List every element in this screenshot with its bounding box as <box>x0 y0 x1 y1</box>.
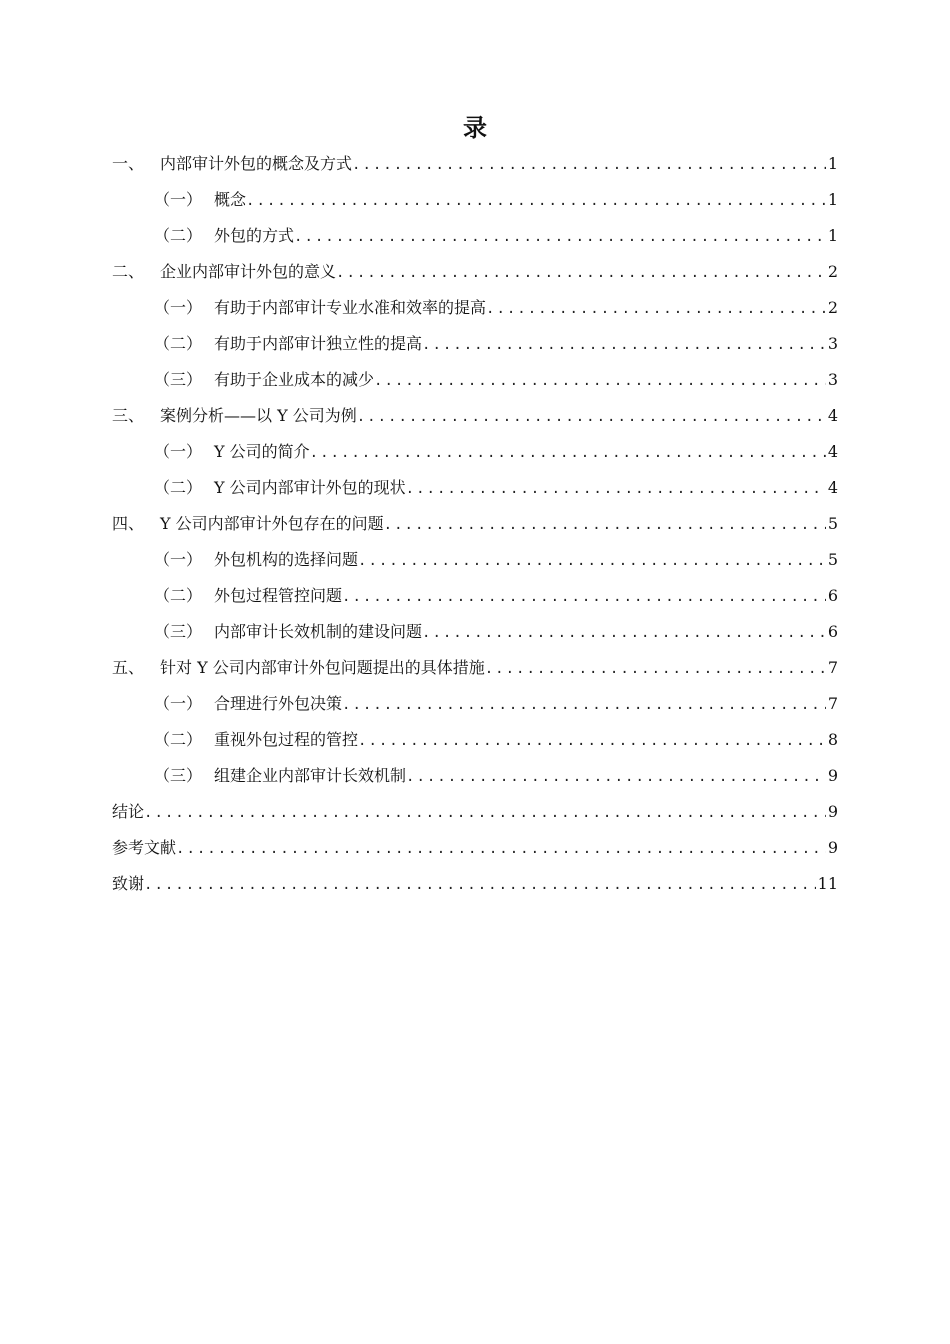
toc-dot-leader <box>144 795 826 831</box>
toc-dot-leader <box>357 399 826 435</box>
toc-entry-title: 外包机构的选择问题 <box>214 550 359 569</box>
toc-dot-leader <box>342 579 826 615</box>
toc-entry-number: （三） <box>154 766 203 785</box>
toc-entry-title: 组建企业内部审计长效机制 <box>214 766 407 785</box>
toc-entry-page: 7 <box>827 694 838 713</box>
toc-entry-page: 9 <box>827 802 838 821</box>
toc-entry[interactable] <box>112 434 838 470</box>
toc-entry-page: 6 <box>827 622 838 641</box>
toc-entry-title: 案例分析——以 Y 公司为例 <box>160 406 357 425</box>
toc-entry-page: 1 <box>827 190 838 209</box>
toc-entry-number: （一） <box>154 190 203 209</box>
toc-entry-number: （一） <box>154 298 203 317</box>
toc-entry[interactable] <box>112 614 838 650</box>
toc-entry-title: 概念 <box>214 190 247 209</box>
toc-entry-title: Y 公司的简介 <box>214 442 310 461</box>
toc-entry-page: 4 <box>827 478 838 497</box>
toc-entry-page: 1 <box>827 154 838 173</box>
toc-dot-leader <box>246 183 826 219</box>
toc-entry[interactable] <box>112 722 838 758</box>
toc-dot-leader <box>352 147 826 183</box>
toc-entry-number: 一、 <box>112 154 145 173</box>
toc-entry[interactable] <box>112 758 838 794</box>
toc-entry-number: 三、 <box>112 406 145 425</box>
toc-entry-title: 企业内部审计外包的意义 <box>160 262 337 281</box>
toc-entry-page: 9 <box>827 766 838 785</box>
toc-entry-title: 合理进行外包决策 <box>214 694 343 713</box>
toc-entry-number: （二） <box>154 730 203 749</box>
toc-entry-page: 4 <box>827 406 838 425</box>
toc-entry-title: 外包过程管控问题 <box>214 586 343 605</box>
toc-entry-title: 结论 <box>112 802 145 821</box>
toc-dot-leader <box>144 867 816 903</box>
toc-entry-number: 二、 <box>112 262 145 281</box>
toc-dot-leader <box>422 327 826 363</box>
toc-dot-leader <box>406 759 826 795</box>
toc-entry-title: 重视外包过程的管控 <box>214 730 359 749</box>
toc-entry[interactable] <box>112 398 838 434</box>
toc-entry-number: （二） <box>154 586 203 605</box>
toc-entry-page: 9 <box>827 838 838 857</box>
toc-entry-page: 3 <box>827 334 838 353</box>
toc-dot-leader <box>422 615 826 651</box>
toc-entry[interactable] <box>112 830 838 866</box>
toc-entry[interactable] <box>112 650 838 686</box>
toc-entry[interactable] <box>112 578 838 614</box>
toc-entry-title: 内部审计长效机制的建设问题 <box>214 622 423 641</box>
toc-dot-leader <box>384 507 826 543</box>
toc-entry[interactable] <box>112 866 838 902</box>
toc-entry[interactable] <box>112 470 838 506</box>
toc-dot-leader <box>374 363 826 399</box>
toc-entry[interactable] <box>112 182 838 218</box>
toc-entry[interactable] <box>112 686 838 722</box>
toc-entry-number: 五、 <box>112 658 145 677</box>
toc-entry[interactable] <box>112 362 838 398</box>
toc-dot-leader <box>486 291 826 327</box>
toc-entry[interactable] <box>112 542 838 578</box>
toc-dot-leader <box>342 687 826 723</box>
toc-entry-page: 11 <box>817 874 838 893</box>
toc-entry[interactable] <box>112 794 838 830</box>
toc-dot-leader <box>294 219 826 255</box>
toc-entry[interactable] <box>112 218 838 254</box>
toc-entry-number: （二） <box>154 226 203 245</box>
toc-dot-leader <box>358 543 826 579</box>
toc-dot-leader <box>336 255 826 291</box>
toc-entry-number: （三） <box>154 622 203 641</box>
toc-entry[interactable] <box>112 290 838 326</box>
toc-entry[interactable] <box>112 146 838 182</box>
toc-entry-title: 有助于内部审计独立性的提高 <box>214 334 423 353</box>
toc-entry-number: 四、 <box>112 514 145 533</box>
toc-entry-number: （二） <box>154 334 203 353</box>
toc-entry-number: （一） <box>154 442 203 461</box>
toc-list <box>112 146 838 902</box>
toc-entry-title: 有助于内部审计专业水准和效率的提高 <box>214 298 487 317</box>
toc-entry[interactable] <box>112 254 838 290</box>
toc-entry-page: 1 <box>827 226 838 245</box>
toc-entry-page: 4 <box>827 442 838 461</box>
toc-entry-page: 2 <box>827 298 838 317</box>
toc-entry-page: 5 <box>827 550 838 569</box>
toc-entry-number: （一） <box>154 694 203 713</box>
toc-entry-title: Y 公司内部审计外包的现状 <box>214 478 406 497</box>
toc-entry-title: 致谢 <box>112 874 145 893</box>
toc-entry-title: 针对 Y 公司内部审计外包问题提出的具体措施 <box>160 658 485 677</box>
toc-dot-leader <box>176 831 826 867</box>
toc-title: 录 <box>463 113 487 142</box>
toc-entry-title: Y 公司内部审计外包存在的问题 <box>160 514 384 533</box>
toc-entry[interactable] <box>112 326 838 362</box>
toc-entry-page: 5 <box>827 514 838 533</box>
toc-dot-leader <box>358 723 826 759</box>
toc-entry[interactable] <box>112 506 838 542</box>
toc-entry-page: 6 <box>827 586 838 605</box>
toc-entry-number: （一） <box>154 550 203 569</box>
toc-entry-number: （二） <box>154 478 203 497</box>
toc-entry-page: 8 <box>827 730 838 749</box>
toc-dot-leader <box>485 651 826 687</box>
toc-entry-title: 外包的方式 <box>214 226 295 245</box>
toc-entry-title: 有助于企业成本的减少 <box>214 370 375 389</box>
toc-entry-page: 3 <box>827 370 838 389</box>
toc-dot-leader <box>310 435 826 471</box>
toc-dot-leader <box>406 471 826 507</box>
toc-entry-number: （三） <box>154 370 203 389</box>
toc-entry-title: 参考文献 <box>112 838 177 857</box>
toc-entry-page: 7 <box>827 658 838 677</box>
toc-entry-title: 内部审计外包的概念及方式 <box>160 154 353 173</box>
toc-entry-page: 2 <box>827 262 838 281</box>
